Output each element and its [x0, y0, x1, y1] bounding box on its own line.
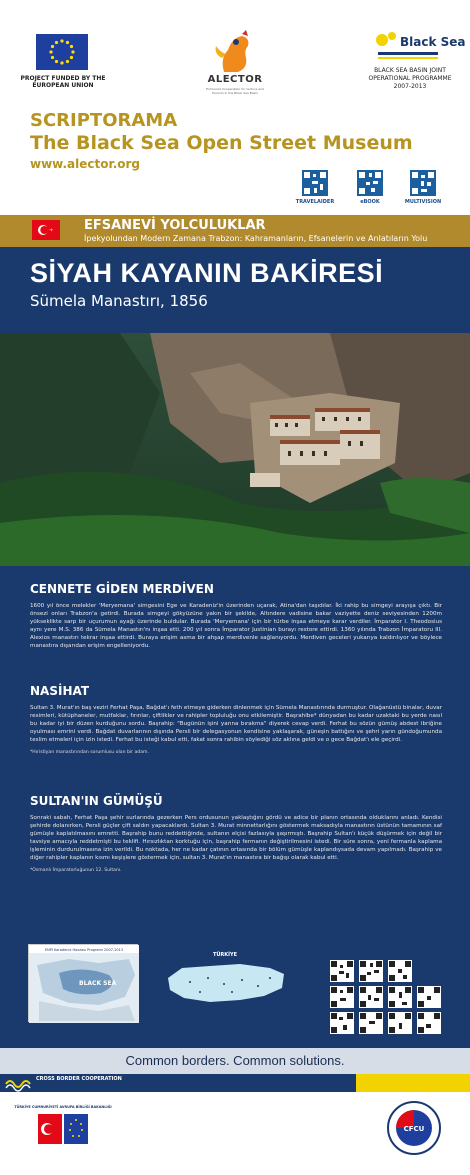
section-sultans-silver	[30, 794, 442, 873]
qr-label-multivision: MULTIVISION	[404, 199, 442, 205]
map-title: ENPI Karadeniz Havzası Programı 2007-2013	[44, 948, 124, 952]
qr-code[interactable]	[388, 1012, 412, 1034]
section-heading: SULTAN'IN GÜMÜŞÜ	[30, 794, 163, 808]
alector-url-link[interactable]: www.alector.org	[30, 157, 141, 171]
section-stairway	[30, 582, 442, 650]
qr-code[interactable]	[388, 986, 412, 1008]
qr-code[interactable]	[359, 986, 383, 1008]
section-body: Sultan 3. Murat'ın baş veziri Ferhat Paşa, Bağdat'ı feth etmeye giderken dinlenmek için Sümela Manastırında durmuştur. Olağanüstü binalar, duvar resimleri, kütüphaneler, mutfaklar, fırınlar, çiftlikler ve rahipler topluluğu onu etkilemiştir. Başrahibe* dünyadan bu kadar uzaktaki bu yerde nasıl bu kadar iyi bir düzen kurduğunu sordu. Başrahip: "Bugünün işini yarına bırakma" diyerek cevap verdi. Ferhat bu sözün gümüş abdest ibriğine oyulması emrini verdi. Bağdat duvarlarının dışında Persli bir delegasyonun kendisine yaklaşarak, güneşin battığını ve şehri yarın gündoğumunda teslim etmeleri için izin istedi. Ferhat bu isteği kabul etti, fakat sonra rahibin söylediği söz aklına geldi ve o gece Bağdat'ı ele geçirdi.	[30, 705, 442, 743]
ministry-name: TÜRKİYE CUMHURİYETİ AVRUPA BİRLİĞİ BAKANLIĞI	[14, 1105, 112, 1109]
section-body: Sonraki sabah, Ferhat Paşa şehir surlarında gezerken Pers ordusunun yaklaştığını gördü ve adice bir planın ortasında olduklarını anladı. Kendisi şehirde dolanırken, Persli güçler çift saldırı yapacaklardı. Sultan 3. Murat minnettarlığını göstermek maksadıyla manastırın üstünün tamamının saf gümüşle kaplatılmasını emretti. Başrahip bunu reddettiğinde, sultanın elçisi fazlasıyla şaşırmıştı. Başrahip Sultan'ı küçük düşürmek için değil bir tavsiye amacıyla reddetmişti bu teklifi. Hırsızlıktan korktuğu için, başrahip fermanın değiştirilmesini istedi. Bir süre sonra, yeni fermanla kaplama işleminin durdurulmasına izin verildi. Bu noktada, her ne kadar çatının ortasında bir bölüm gümüşle kaplandıysada devam yapılmadı. Başrahip ve diğer rahipler kaplanın kısmı keşişlere göstermek için, sultan 3. Murat'ın manastıra bir bağışı olarak kabul etti.	[30, 815, 442, 861]
waves-icon	[4, 1074, 34, 1092]
main-subtitle: Sümela Manastırı, 1856	[30, 292, 208, 310]
alector-name: ALECTOR	[207, 74, 263, 85]
map-sea-label: BLACK SEA	[79, 980, 117, 987]
bsea-logo-word: Black Sea	[400, 35, 466, 49]
open-street-museum-title: The Black Sea Open Street Museum	[30, 132, 413, 154]
alector-subtitle: Enhanced Cooperation for Culture and Tourism in the Black Sea Basin	[206, 87, 264, 95]
qr-code[interactable]	[330, 960, 354, 982]
qr-code-ebook[interactable]	[357, 170, 383, 196]
qr-code[interactable]	[330, 986, 354, 1008]
qr-code-travelaider[interactable]	[302, 170, 328, 196]
black-sea-cbc-logo	[372, 28, 466, 68]
qr-code[interactable]	[388, 960, 412, 982]
qr-code-multivision[interactable]	[410, 170, 436, 196]
band-subtitle: İpekyolundan Modern Zamana Trabzon: Kahramanların, Efsanelerin ve Anlatıların Yolu	[84, 234, 428, 243]
map-country-label: TÜRKİYE	[212, 952, 238, 958]
black-sea-programme-text: BLACK SEA BASIN JOINT OPERATIONAL PROGRAMME 2007-2013	[368, 67, 452, 90]
section-footnote: *Osmanlı İmparatorluğunun 12. Sultanı.	[30, 868, 122, 873]
qr-code[interactable]	[359, 960, 383, 982]
qr-code[interactable]	[417, 986, 441, 1008]
cfcu-label: CFCU	[403, 1125, 425, 1133]
section-heading: NASİHAT	[30, 684, 90, 698]
sumela-monastery-photo	[0, 333, 470, 566]
eu-funding-text: PROJECT FUNDED BY THE EUROPEAN UNION	[20, 75, 106, 89]
section-heading: CENNETE GİDEN MERDİVEN	[30, 582, 214, 596]
slogan-text: Common borders. Common solutions.	[125, 1053, 345, 1068]
band-title: EFSANEVİ YOLCULUKLAR	[84, 218, 266, 233]
qr-code[interactable]	[417, 1012, 441, 1034]
section-footnote: *Hıristiyan manastırından sorumlusu olan bir adam.	[30, 750, 149, 755]
qr-code[interactable]	[359, 1012, 383, 1034]
turkey-flag	[32, 220, 60, 240]
section-advice	[30, 684, 442, 755]
eu-flag-logo	[36, 34, 88, 70]
section-body: 1600 yıl önce melekler 'Meryemana' simgesini Ege ve Karadeniz'in üzerinden uçarak, Atina'dan taşıdılar. İki rahip bu simgeyi arayışa çıktı. Bir önsezi onları Trabzon'a getirdi. Burada simgeyi gökyüzüne yakın bir şekilde, Altındere vadisine bakar vaziyette deniz seviyesinden 1200m yükseklikte sarp bir uçurumun ayağı üzerinde buldular. Burada 'Meryemana' için bir türbe inşaa etmeye karar verdiler. İmparator I. Theodosius aynı yere M.S. 386 da Sümela Manastırı'nı inşaa etti. 200 yıl sonra İmparator Justinian burayı restore ettirdi. 1360 yılında Trabzon İmparatoru III. Alexios manastırı tekrar inşaa ettirdi. Buraya erişim asma bir ahşap merdivenle sağlanıyordu. Merdiven geceleri yukarıya kaldırılıyor ve böylece manastıra dışarıdan erişim engelleniyordu.	[30, 603, 442, 649]
qr-code[interactable]	[330, 1012, 354, 1034]
qr-code-grid	[330, 960, 442, 1034]
main-title: SİYAH KAYANIN BAKİRESİ	[30, 258, 384, 288]
scriptorama-title: SCRIPTORAMA	[30, 110, 178, 131]
footer-yellow-bar	[356, 1074, 470, 1092]
qr-label-travelaider: TRAVELAIDER	[295, 199, 335, 205]
turkey-map	[160, 944, 290, 1022]
black-sea-programme-map	[28, 944, 138, 1022]
turkey-eu-ministry-logo	[14, 1102, 112, 1152]
qr-label-ebook: eBOOK	[360, 199, 380, 205]
alector-rooster-logo	[206, 28, 264, 78]
cross-border-text: CROSS BORDER COOPERATION	[36, 1076, 122, 1082]
cfcu-logo	[386, 1100, 442, 1156]
